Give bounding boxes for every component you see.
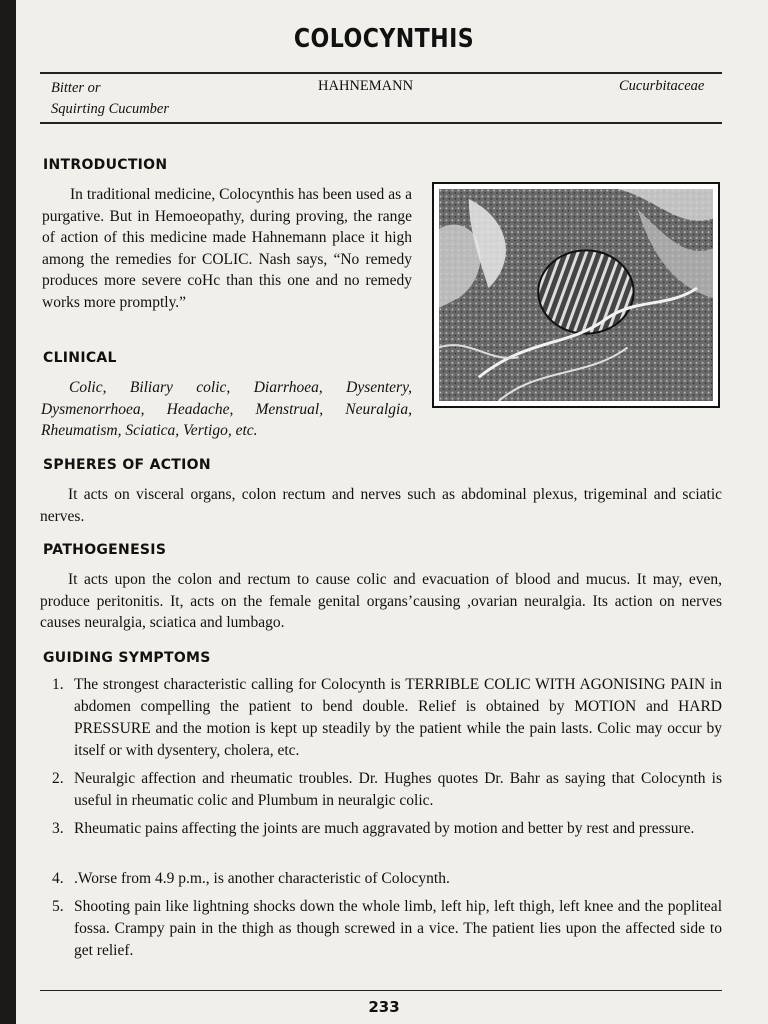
list-item (52, 674, 722, 762)
item-number: 2. (52, 770, 64, 787)
item-text: Shooting pain like lightning shocks down the whole limb, left hip, left thigh, left knee and the popliteal fossa. Crampy pain in the thigh as though screwed in a vice. The patient lies upon the affected side to get relief. (74, 898, 722, 959)
guiding-heading: GUIDING SYMPTOMS (43, 650, 211, 666)
item-text: Rheumatic pains affecting the joints are much aggravated by motion and better by rest and pressure. (74, 820, 695, 837)
clinical-text (41, 377, 412, 442)
list-item (52, 868, 722, 890)
header-top-rule (40, 72, 722, 74)
book-binding-edge (0, 0, 16, 1024)
author-name: HAHNEMANN (318, 78, 414, 94)
item-number: 3. (52, 820, 64, 837)
pathogenesis-text (40, 569, 722, 634)
page-title: COLOCYNTHIS (293, 24, 475, 54)
item-text: .Worse from 4.9 p.m., is another characteristic of Colocynth. (74, 870, 450, 887)
list-item (52, 818, 722, 840)
footer-rule (40, 990, 722, 991)
spheres-text (40, 484, 722, 527)
clinical-heading: CLINICAL (43, 350, 117, 366)
spheres-heading: SPHERES OF ACTION (43, 457, 211, 473)
list-item (52, 768, 722, 812)
item-text: The strongest characteristic calling for Colocynth is TERRIBLE COLIC WITH AGONISING PAIN in abdomen compelling the patient to bend double. Relief is obtained by MOTION and HARD PRESSURE and the motion is kept up steadily by the patient while the pain lasts. Colic may occur by itself or with dysentery, cholera, etc. (74, 676, 722, 759)
list-item (52, 896, 722, 962)
item-number: 5. (52, 898, 64, 915)
colocynth-fruit-image (439, 189, 713, 401)
introduction-text (42, 184, 412, 313)
plant-family: Cucurbitaceae (619, 78, 705, 94)
common-name-line1: Bitter or (51, 80, 101, 96)
page-number: 233 (368, 998, 400, 1016)
clinical-body: Colic, Biliary colic, Diarrhoea, Dysentery, Dysmenorrhoea, Headache, Menstrual, Neuralgia, Rheumatism, Sciatica, Vertigo, etc. (41, 379, 412, 439)
pathogenesis-body: It acts upon the colon and rectum to cause colic and evacuation of blood and mucus. It may, even, produce peritonitis. It, acts on the female genital organs’causing ,ovarian neuralgia. Its action on nerves causes neuralgia, sciatica and lumbago. (40, 571, 722, 631)
spheres-body: It acts on visceral organs, colon rectum and nerves such as abdominal plexus, trigeminal and sciatic nerves. (40, 486, 722, 525)
header-bottom-rule (40, 122, 722, 124)
plant-photo (432, 182, 720, 408)
item-number: 1. (52, 676, 64, 693)
introduction-body: In traditional medicine, Colocynthis has been used as a purgative. But in Hemoeopathy, during proving, the range of action of this medicine made Hahnemann place it high among the remedies for COLIC. Nash says, “No remedy produces more severe coHc than this one and no remedy works more promptly.” (42, 186, 412, 311)
item-number: 4. (52, 870, 64, 887)
pathogenesis-heading: PATHOGENESIS (43, 542, 167, 558)
common-name-line2: Squirting Cucumber (51, 101, 170, 117)
introduction-heading: INTRODUCTION (43, 157, 168, 173)
item-text: Neuralgic affection and rheumatic troubles. Dr. Hughes quotes Dr. Bahr as saying that Colocynth is useful in rheumatic colic and Plumbum in neuralgic colic. (74, 770, 722, 809)
